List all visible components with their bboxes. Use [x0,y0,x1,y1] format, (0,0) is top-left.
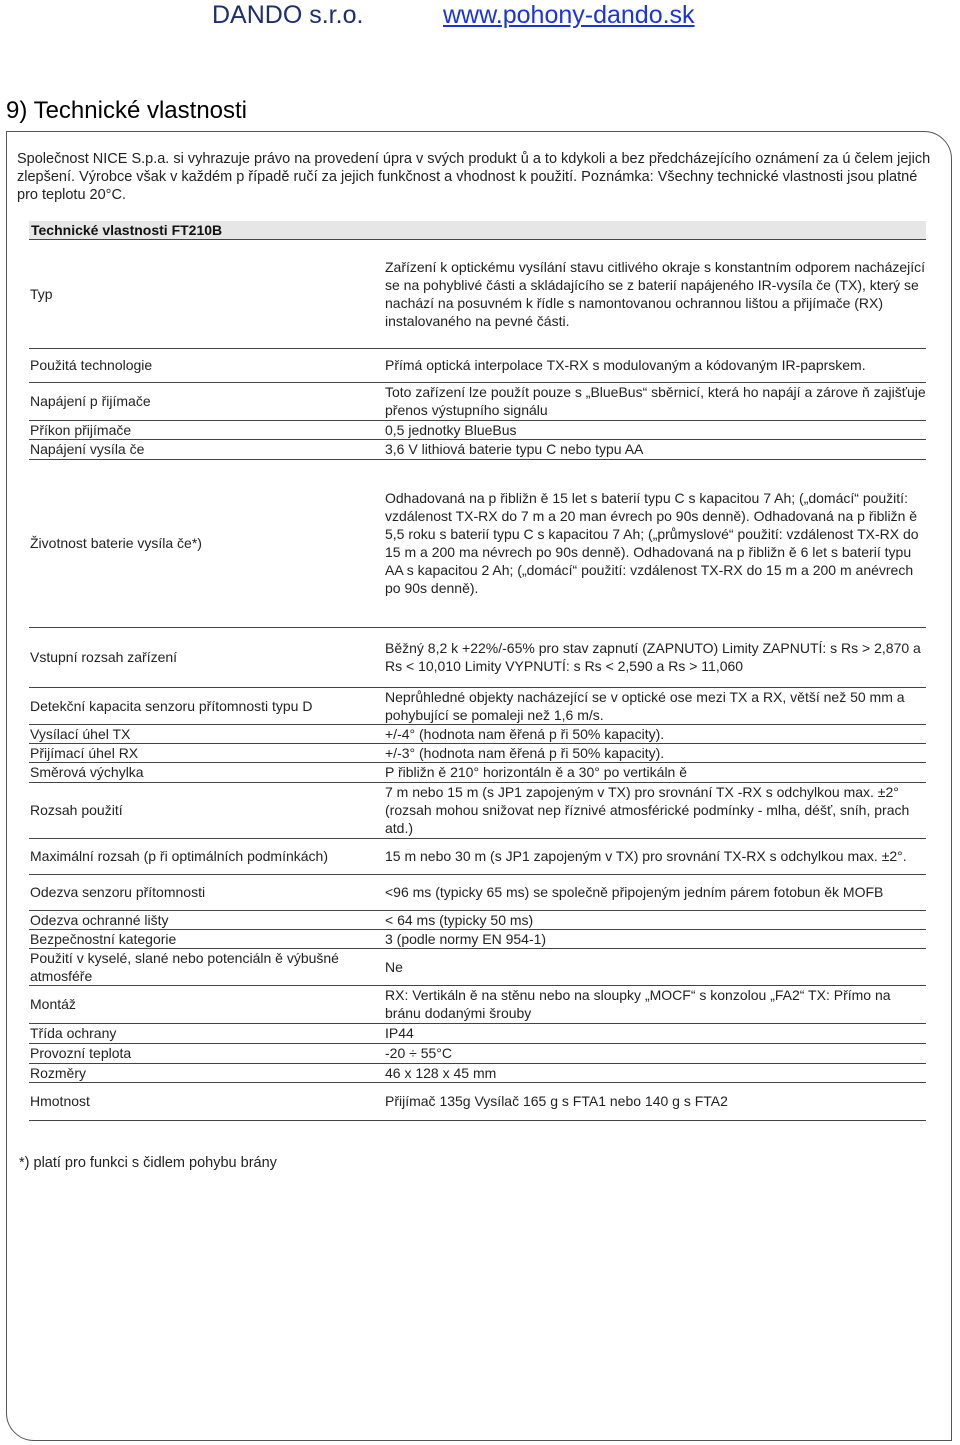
spec-label: Rozsah použití [29,782,381,838]
spec-label: Přijímací úhel RX [29,743,381,762]
spec-value: 3 (podle normy EN 954-1) [381,929,926,948]
spec-value: 3,6 V lithiová baterie typu C nebo typu AA [381,439,926,459]
spec-value: < 64 ms (typicky 50 ms) [381,910,926,929]
table-row [29,948,926,985]
spec-label: Detekční kapacita senzoru přítomnosti typu D [29,687,381,724]
spec-label: Montáž [29,985,381,1023]
spec-value: RX: Vertikáln ě na stěnu nebo na sloupky „MOCF“ s konzolou „FA2“ TX: Přímo na bránu dodanými šrouby [381,985,926,1023]
spec-label: Provozní teplota [29,1043,381,1063]
spec-value: -20 ÷ 55°C [381,1043,926,1063]
table-row [29,1082,926,1120]
table-row [29,910,926,929]
table-row [29,459,926,627]
table-row [29,929,926,948]
footnote: *) platí pro funkci s čidlem pohybu brány [19,1155,277,1171]
spec-label: Příkon přijímače [29,420,381,439]
page-header [0,0,960,36]
spec-label: Hmotnost [29,1082,381,1120]
spec-value: IP44 [381,1023,926,1043]
spec-table [29,221,926,1121]
spec-label: Bezpečnostní kategorie [29,929,381,948]
spec-label: Životnost baterie vysíla če*) [29,459,381,627]
spec-value: +/-3° (hodnota nam ěřená p ři 50% kapacity). [381,743,926,762]
spec-label: Maximální rozsah (p ři optimálních podmínkách) [29,838,381,874]
spec-value: 15 m nebo 30 m (s JP1 zapojeným v TX) pro srovnání TX-RX s odchylkou max. ±2°. [381,838,926,874]
table-row [29,439,926,459]
spec-label: Použitá technologie [29,348,381,382]
spec-table-body [29,240,926,1120]
table-row [29,1043,926,1063]
table-row [29,240,926,348]
spec-value: +/-4° (hodnota nam ěřená p ři 50% kapacity). [381,724,926,743]
table-row [29,762,926,782]
spec-value: P řibližn ě 210° horizontáln ě a 30° po vertikáln ě [381,762,926,782]
spec-label: Napájení vysíla če [29,439,381,459]
table-row [29,985,926,1023]
table-row [29,838,926,874]
spec-value: Ne [381,948,926,985]
intro-paragraph: Společnost NICE S.p.a. si vyhrazuje právo na provedení úpra v svých produkt ů a to kdykoli a bez předcházejícího oznámení za ú čelem jejich zlepšení. Výrobce však v každém p řípadě ručí za jejich funkčnost a vhodnost k použití. Poznámka: Všechny technické vlastnosti jsou platné pro teplotu 20°C. [17,151,931,203]
spec-label: Rozměry [29,1063,381,1082]
spec-label: Použití v kyselé, slané nebo potenciáln ě výbušné atmosféře [29,948,381,985]
company-name: DANDO s.r.o. [212,1,364,29]
spec-value: Běžný 8,2 k +22%/-65% pro stav zapnutí (ZAPNUTO) Limity ZAPNUTÍ: s Rs > 2,870 a Rs < 10,010 Limity VYPNUTÍ: s Rs < 2,590 a Rs > 11,060 [381,627,926,687]
table-row [29,382,926,420]
table-row [29,627,926,687]
spec-value: Přijímač 135g Vysílač 165 g s FTA1 nebo 140 g s FTA2 [381,1082,926,1120]
spec-label: Typ [29,240,381,348]
spec-label: Vysílací úhel TX [29,724,381,743]
table-row [29,724,926,743]
spec-label: Směrová výchylka [29,762,381,782]
spec-value: Toto zařízení lze použít pouze s „BlueBus“ sběrnicí, která ho napájí a zárove ň zajišťuje přenos výstupního signálu [381,382,926,420]
table-row [29,1023,926,1043]
spec-value: 0,5 jednotky BlueBus [381,420,926,439]
spec-label: Odezva ochranné lišty [29,910,381,929]
section-title: 9) Technické vlastnosti [6,97,248,124]
spec-value: Zařízení k optickému vysílání stavu citlivého okraje s konstantním odporem nacházející se na pohyblivé části a skládajícího se z baterií napájeného IR-vysíla če (TX), který se nachází na posuvném k řídle s namontovanou ochrannou lištou a přijímače (RX) instalovaného na pevné části. [381,240,926,348]
table-row [29,687,926,724]
table-row [29,348,926,382]
company-website-link[interactable]: www.pohony-dando.sk [443,1,695,29]
table-row [29,874,926,910]
spec-label: Třída ochrany [29,1023,381,1043]
spec-label: Napájení p řijímače [29,382,381,420]
spec-value: Odhadovaná na p řibližn ě 15 let s baterií typu C s kapacitou 7 Ah; („domácí“ použití: vzdálenost TX-RX do 7 m a 20 man évrech po 90s denně). Odhadovaná na p řibližn ě 5,5 roku s baterií typu C s kapacitou 7 Ah; („průmyslové“ použití: vzdálenost TX-RX do 15 m a 200 ma névrech po 90s denně). Odhadovaná na p řibližn ě 6 let s baterií typu AA s kapacitou 2 Ah; („domácí“ použití: vzdálenost TX-RX do 15 m a 200 m anévrech po 90s denně). [381,459,926,627]
spec-value: Přímá optická interpolace TX-RX s modulovaným a kódovaným IR-paprskem. [381,348,926,382]
spec-value: 7 m nebo 15 m (s JP1 zapojeným v TX) pro srovnání TX -RX s odchylkou max. ±2° (rozsah mohou snižovat nep říznivé atmosférické podmínky - mlha, déšť, sníh, prach atd.) [381,782,926,838]
spec-value: 46 x 128 x 45 mm [381,1063,926,1082]
spec-value: Neprůhledné objekty nacházející se v optické ose mezi TX a RX, větší než 50 mm a pohybující se pomaleji než 1,6 m/s. [381,687,926,724]
spec-table-caption: Technické vlastnosti FT210B [29,221,926,240]
spec-label: Vstupní rozsah zařízení [29,627,381,687]
spec-label: Odezva senzoru přítomnosti [29,874,381,910]
table-row [29,1063,926,1082]
table-row [29,743,926,762]
spec-value: <96 ms (typicky 65 ms) se společně připojeným jedním párem fotobun ěk MOFB [381,874,926,910]
table-row [29,782,926,838]
table-row [29,420,926,439]
